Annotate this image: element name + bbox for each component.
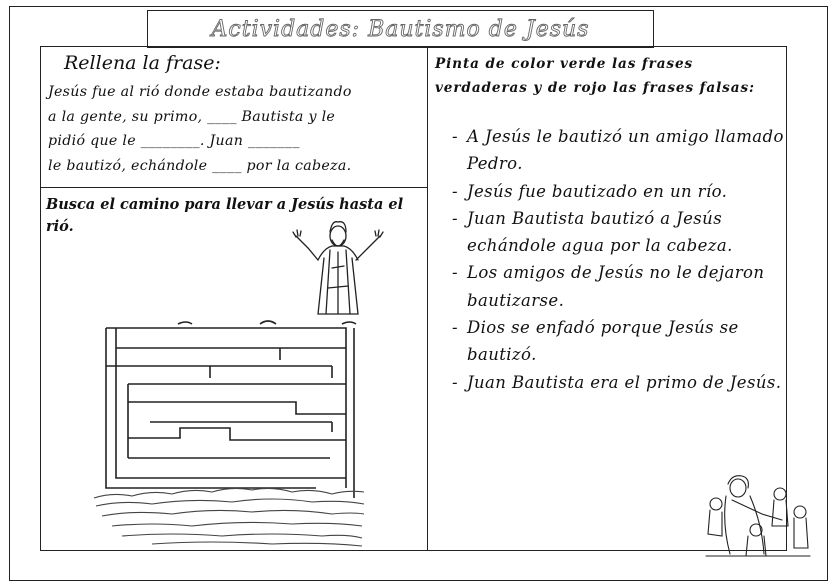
true-false-list (452, 123, 787, 396)
statement-bullet: - (452, 263, 458, 283)
statement-item (452, 314, 787, 369)
statement-item (452, 178, 787, 205)
statement-item (452, 205, 787, 260)
statement-item (452, 123, 787, 178)
fill-sentence-text: Jesús fue al rió donde estaba bautizando a la gente, su primo, ____ Bautista y le pidió que le ________. Juan _______ le bautizó, echándole ____ por la cabeza. (48, 84, 352, 174)
maze-instruction: Busca el camino para llevar a Jesús hasta el rió. (46, 196, 404, 235)
statement-bullet: - (452, 127, 458, 146)
statement-bullet: - (452, 208, 458, 228)
true-false-instruction: Pinta de color verde las frases verdaderas y de rojo las frases falsas: (435, 56, 755, 96)
title-box (147, 10, 654, 48)
statement-bullet: - (452, 181, 458, 201)
statement-text: Los amigos de Jesús no le dejaron bautizarse. (467, 263, 765, 310)
statement-text: Juan Bautista bautizó a Jesús echándole agua por la cabeza. (467, 208, 733, 256)
statement-bullet: - (452, 372, 458, 392)
statement-text: Dios se enfadó porque Jesús se bautizó. (467, 318, 739, 365)
jesus-illustration (288, 218, 388, 318)
fill-sentence-heading: Rellena la frase: (64, 52, 221, 74)
statement-bullet: - (452, 318, 458, 338)
statement-item (452, 259, 787, 314)
river-illustration (92, 482, 367, 550)
statement-text: A Jesús le bautizó un amigo llamado Pedro. (467, 127, 784, 174)
statement-text: Jesús fue bautizado en un río. (467, 181, 728, 201)
row-divider (40, 187, 428, 188)
maze (100, 318, 365, 498)
worksheet-title: Actividades: Bautismo de Jesús (211, 16, 590, 42)
statement-item (452, 369, 787, 396)
statement-text: Juan Bautista era el primo de Jesús. (467, 372, 782, 392)
column-divider (427, 46, 428, 551)
jesus-with-children-illustration (702, 474, 814, 560)
